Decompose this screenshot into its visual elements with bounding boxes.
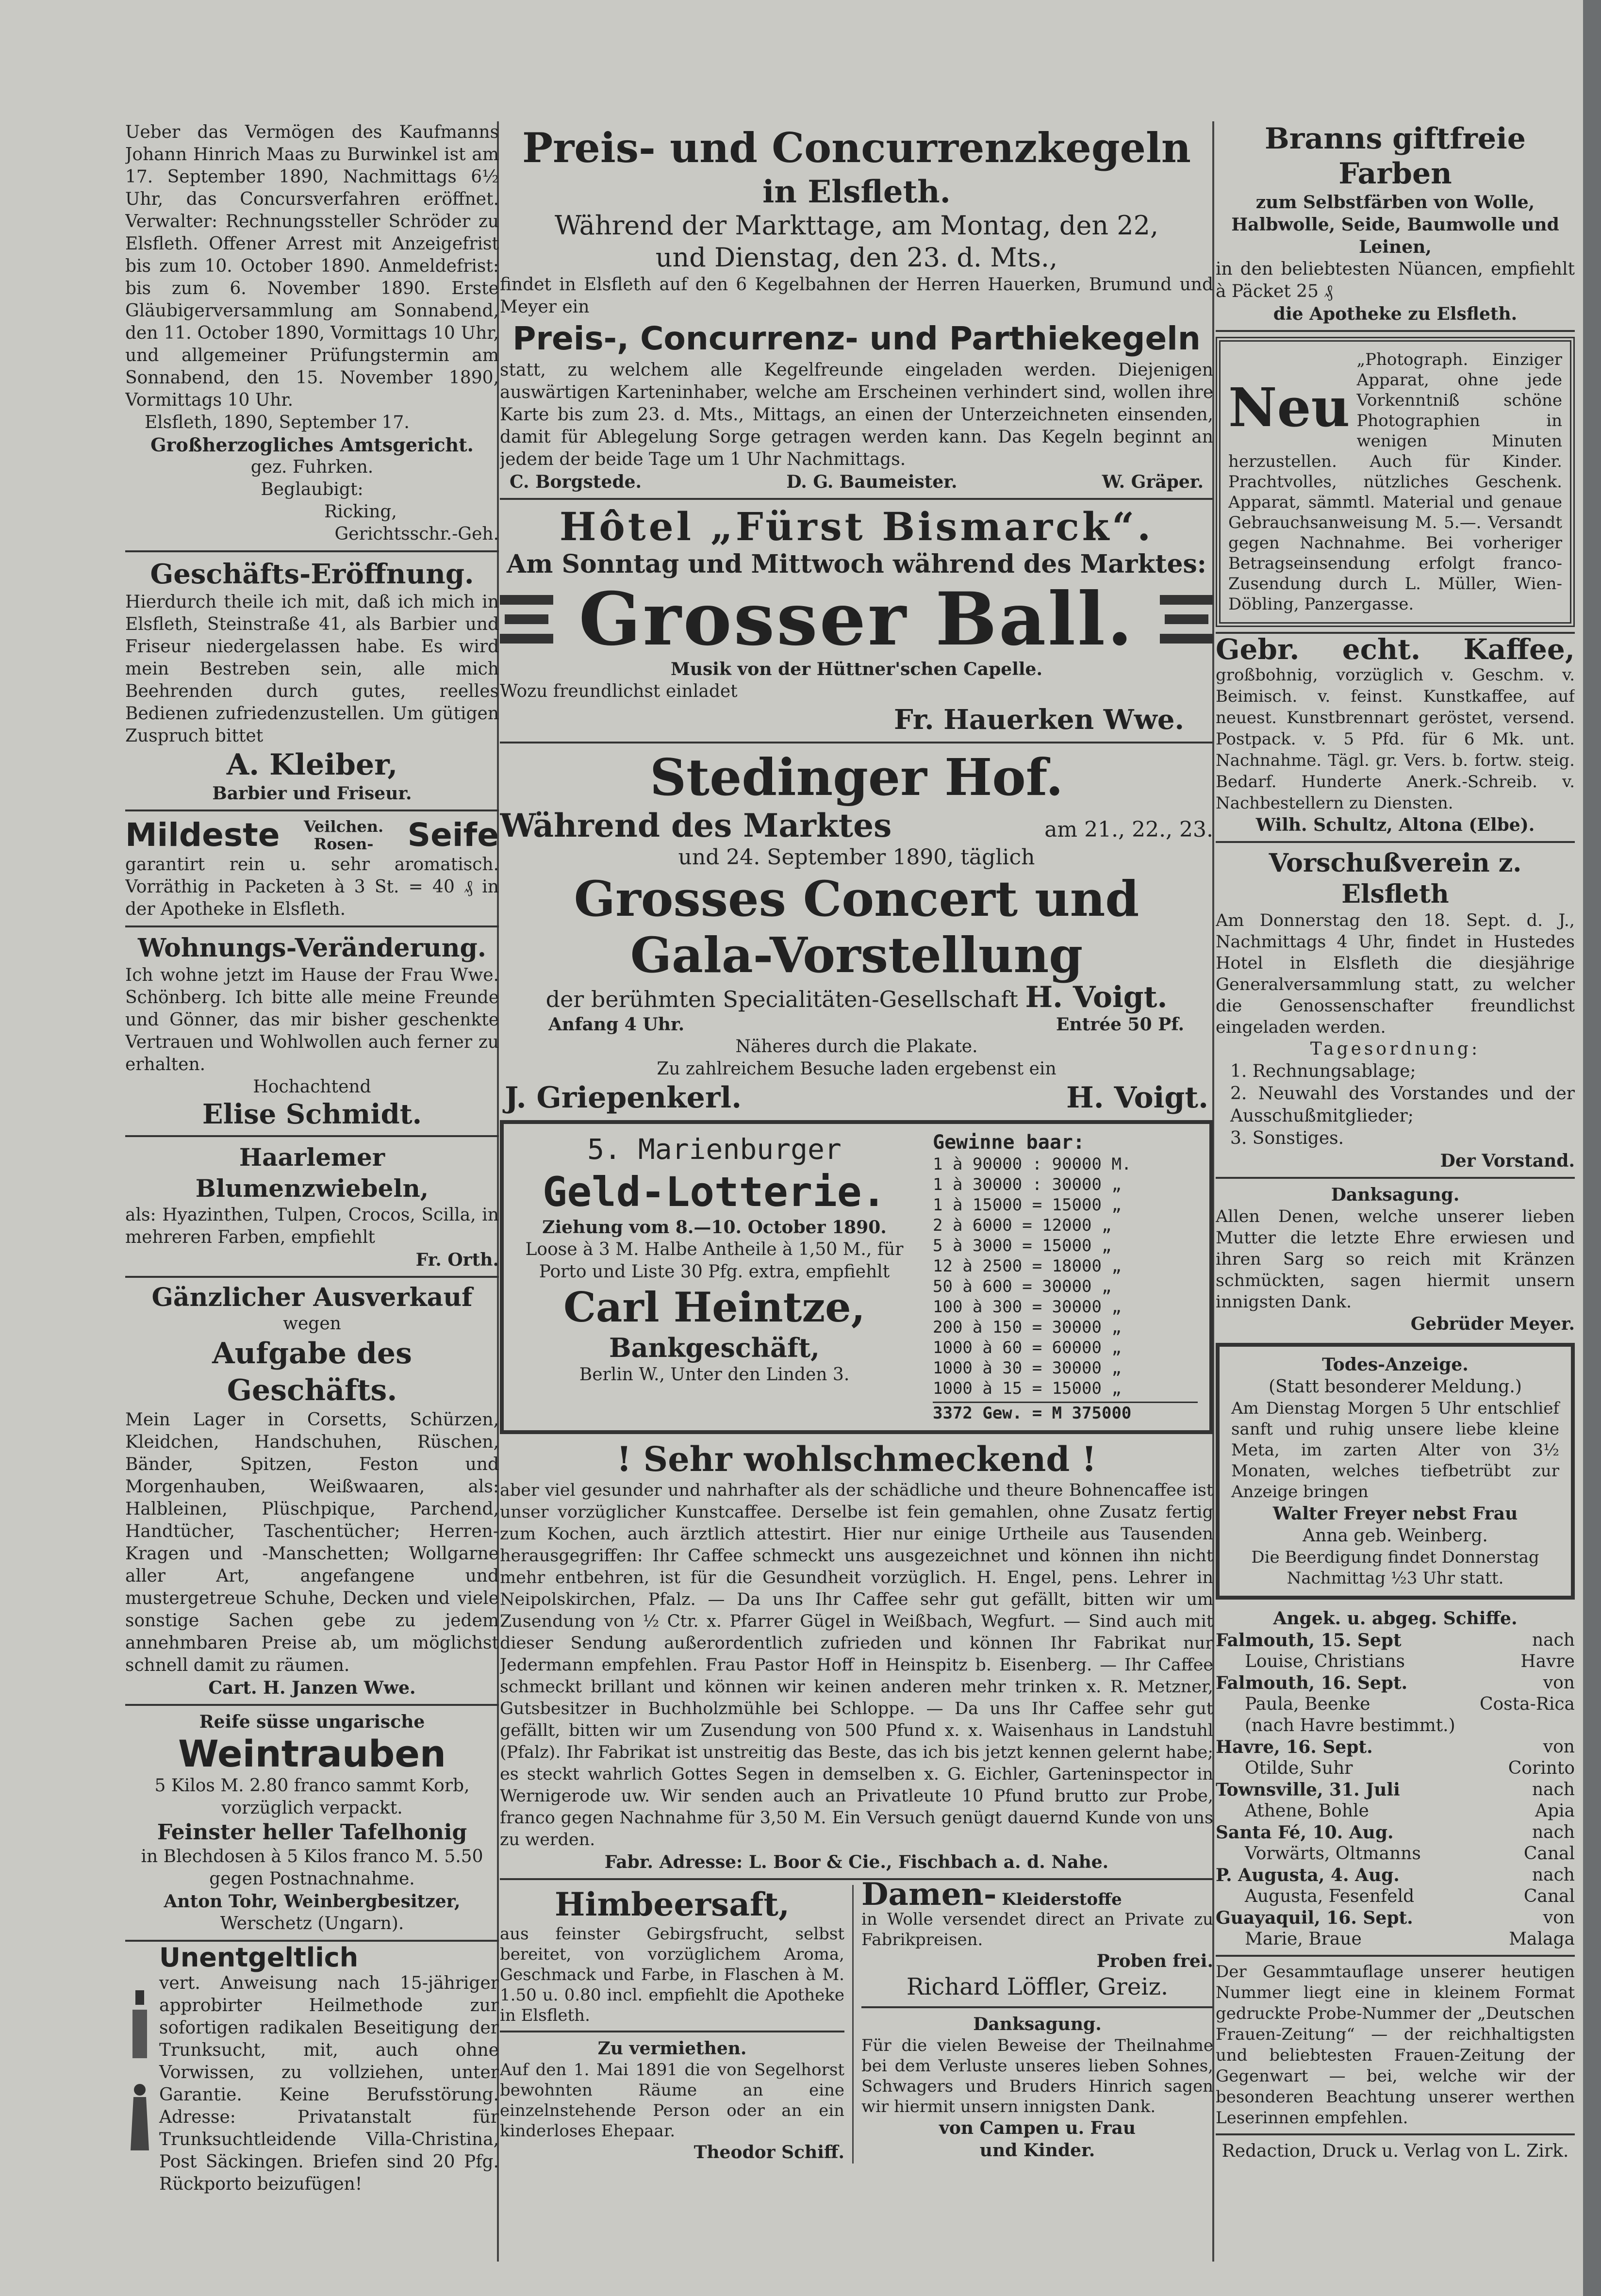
damen-name: Richard Löffler, Greiz.	[906, 1973, 1169, 2000]
soap-left-word: Mildeste	[125, 816, 280, 854]
ship-right: von	[1543, 1673, 1575, 1693]
ad-lottery	[500, 1120, 1213, 1434]
orth-name: Fr. Orth.	[415, 1250, 499, 1270]
lottery-draw-date: Ziehung vom 8.—10. October 1890.	[542, 1217, 887, 1238]
divider	[500, 2031, 844, 2032]
damen-samples: Proben frei.	[1096, 1951, 1213, 1971]
ad-damen-kleiderstoffe	[861, 1876, 1213, 2001]
maas-clerk-role: Gerichtsschr.-Geh.	[334, 524, 499, 544]
ad-photograph	[1216, 337, 1575, 627]
divider	[125, 550, 499, 552]
kegel-signer3: W. Gräper.	[1102, 472, 1204, 492]
himbeer-text: aus feinster Gebirgsfrucht, selbst bereitet, von vorzüglichem Aroma, Geschmack und Farbe, in Flaschen à M. 1.50 u. 0.80 incl. empfiehlt die Apotheke in Elsfleth.	[500, 1924, 844, 2025]
hof-start: Anfang 4 Uhr.	[548, 1014, 685, 1035]
kegel-when2: und Dienstag, den 23. d. Mts.,	[655, 242, 1058, 273]
right-ornament-icon	[1160, 585, 1213, 653]
divider	[1216, 330, 1575, 332]
hof-title: Stedinger Hof.	[650, 747, 1063, 807]
vor-agenda: Tagesordnung:	[1310, 1039, 1481, 1059]
ad-kunstcaffee	[500, 1439, 1213, 1873]
ship-left: Athene, Bohle	[1245, 1801, 1369, 1821]
ship-right: nach	[1532, 1780, 1575, 1800]
ship-row	[1216, 1929, 1575, 1950]
divider	[1216, 841, 1575, 843]
wein-text: 5 Kilos M. 2.80 franco sammt Korb, vorzüglich verpackt.	[154, 1776, 470, 1818]
ship-left: Marie, Braue	[1245, 1929, 1362, 1949]
vor-text: Am Donnerstag den 18. Sept. d. J., Nachmittags 4 Uhr, findet in Hustedes Hotel in Elsfleth die diesjährige Generalversammlung statt, zu welcher die Genossenschafter freundlichst eingeladen werden.	[1216, 911, 1575, 1037]
ad-farben	[1216, 121, 1575, 325]
ship-row	[1216, 1822, 1575, 1843]
hof-when3: und 24. September 1890, täglich	[678, 845, 1035, 870]
ship-right: Corinto	[1508, 1758, 1575, 1778]
photograph-text: „Photograph. Einziger Apparat, ohne jede Vorkenntniß schöne Photographien in wenigen Minuten herzustellen. Auch für Kinder. Prachtvolles, nützliches Geschenk. Apparat, sämmtl. Material und genaue Gebrauchsanweisung M. 5.—. Versandt gegen Nachnahme. Bei vorheriger Betragseinsendung erfolgt franco-Zusendung durch L. Müller, Wien-Döbling, Panzergasse.	[1228, 350, 1562, 614]
ship-row	[1216, 1651, 1575, 1672]
divider	[125, 1276, 499, 1278]
maas-signature: gez. Fuhrken.	[250, 457, 374, 477]
campen-title: Danksagung.	[973, 2014, 1102, 2034]
kegel-signer2: D. G. Baumeister.	[786, 472, 957, 492]
ship-row	[1216, 1694, 1575, 1715]
campen-text: Für die vielen Beweise der Theilnahme bei dem Verluste unseres lieben Sohnes, Schwagers und Bruders Hinrich sagen wir hiermit unsern innigsten Dank.	[861, 2036, 1213, 2116]
ball-invite: Wozu freundlichst einladet	[500, 681, 738, 701]
maas-certified: Beglaubigt:	[261, 479, 363, 499]
agenda-item: 2. Neuwahl des Vorstandes und der Ausschußmitglieder;	[1230, 1084, 1575, 1126]
maas-notice-text: Ueber das Vermögen des Kaufmanns Johann Hinrich Maas zu Burwinkel ist am 17. September 1890, Nachmittags 6½ Uhr, das Concursverfahren eröffnet. Verwalter: Rechnungssteller Schröder zu Elsfleth. Offener Arrest mit Anzeigefrist bis zum 10. October 1890. Anmeldefrist: bis zum 6. November 1890. Erste Gläubigerversammlung am Sonnabend, den 11. October 1890, Vormittags 10 Uhr, und allgemeiner Prüfungstermin am Sonnabend, den 15. November 1890, Vormittags 10 Uhr.	[125, 122, 499, 410]
farben-seller: die Apotheke zu Elsfleth.	[1273, 304, 1518, 324]
hof-when2: am 21., 22., 23.	[1044, 817, 1213, 842]
ship-left: Falmouth, 15. Sept	[1216, 1630, 1402, 1651]
villa-title: Unentgeltlich	[159, 1942, 359, 1973]
schiff-title: Zu vermiethen.	[597, 2038, 747, 2059]
ship-row	[1216, 1779, 1575, 1800]
prize-row: 12 à 2500 = 18000 „	[933, 1256, 1122, 1276]
ship-left: Guayaquil, 16. Sept.	[1216, 1908, 1413, 1928]
ship-row	[1216, 1736, 1575, 1758]
kegel-when1: Während der Markttage, am Montag, den 22,	[554, 210, 1159, 241]
soap-text: garantirt rein u. sehr aromatisch. Vorräthig in Packeten à 3 St. = 40 ₰ in der Apotheke in Elsfleth.	[125, 855, 499, 919]
ship-left: Townsville, 31. Juli	[1216, 1780, 1400, 1800]
divider	[500, 742, 1213, 743]
lottery-seller: Carl Heintze,	[563, 1283, 865, 1331]
ship-left: Augusta, Fesenfeld	[1245, 1886, 1415, 1906]
left-ornament-icon	[500, 585, 553, 653]
ship-right: nach	[1532, 1865, 1575, 1885]
ship-right: nach	[1532, 1630, 1575, 1650]
schmidt-text: Ich wohne jetzt im Hause der Frau Wwe. Schönberg. Ich bitte alle meine Freunde und Gönner, das mir bisher geschenkte Vertrauen und Wohlwollen auch ferner zu erhalten.	[125, 965, 499, 1074]
ship-left: Santa Fé, 10. Aug.	[1216, 1822, 1394, 1843]
ad-todes-anzeige	[1216, 1343, 1575, 1600]
inner-rule	[852, 1885, 854, 2164]
lottery-pretitle: 5. Marienburger	[587, 1133, 842, 1166]
todes-title: Todes-Anzeige.	[1322, 1354, 1469, 1375]
hof-signer1: J. Griepenkerl.	[505, 1081, 742, 1115]
divider	[125, 1704, 499, 1706]
meyer-title: Danksagung.	[1331, 1185, 1460, 1205]
ball-title: Grosser Ball.	[578, 577, 1135, 662]
ship-row	[1216, 1843, 1575, 1865]
janzen-text: Mein Lager in Corsetts, Schürzen, Kleidchen, Handschuhen, Rüschen, Bänder, Spitzen, Feston und Morgenhauben, Weißwaaren, als: Halbleinen, Plüschpique, Parchend, Handtücher, Taschentücher; Herren-Kragen und -Manschetten; Wollgarne aller Art, angefangene und mustergetreue Schuhe, Decken und viele sonstige Sachen gebe zu jedem annehmbaren Preise ab, um möglichst schnell damit zu räumen.	[125, 1410, 499, 1675]
ad-kleiber	[125, 557, 499, 805]
coffee-address: Fabr. Adresse: L. Boor & Cie., Fischbach a. d. Nahe.	[604, 1852, 1109, 1872]
tohr-place: Werschetz (Ungarn).	[220, 1914, 404, 1933]
prize-row: 1 à 15000 = 15000 „	[933, 1195, 1122, 1215]
honig-text: in Blechdosen à 5 Kilos franco M. 5.50 gegen Postnachnahme.	[141, 1847, 483, 1889]
ad-schultz-kaffee	[1216, 633, 1575, 836]
vor-title: Vorschußverein z. Elsfleth	[1269, 848, 1522, 909]
kegel-subtitle: Preis-, Concurrenz- und Parthiekegeln	[512, 320, 1201, 357]
prize-row: 1000 à 30 = 30000 „	[933, 1358, 1122, 1378]
ship-left: P. Augusta, 4. Aug.	[1216, 1865, 1400, 1885]
kegel-text2: statt, zu welchem alle Kegelfreunde eingeladen werden. Diejenigen auswärtigen Karteninhaber, welche am Erscheinen verhindert sind, wollen ihre Karte bis zum 23. d. Mts., Mittags, an einen der Unterzeichneten einsenden, damit für Ablegelung Sorge getragen werden kann. Das Kegeln beginnt an jedem der beide Tage um 1 Uhr Nachmittags.	[500, 360, 1213, 469]
ad-vorschussverein	[1216, 848, 1575, 1172]
tohr-name: Anton Tohr, Weinbergbesitzer,	[164, 1891, 461, 1912]
hof-when1: Während des Marktes	[500, 807, 892, 844]
prize-row: 2 à 6000 = 12000 „	[933, 1216, 1112, 1235]
prize-row: 1000 à 60 = 60000 „	[933, 1338, 1122, 1357]
ship-right: Canal	[1523, 1844, 1575, 1864]
schmidt-greeting: Hochachtend	[253, 1077, 371, 1097]
maas-date: Elsfleth, 1890, September 17.	[145, 413, 410, 432]
ship-row	[1216, 1800, 1575, 1822]
ad-kegeln	[500, 121, 1213, 493]
ship-right: von	[1543, 1737, 1575, 1757]
hof-company: der berühmten Specialitäten-Gesellschaft	[545, 986, 1018, 1012]
column-right	[1216, 121, 1575, 2163]
kleiber-role: Barbier und Friseur.	[212, 783, 412, 804]
janzen-name: Cart. H. Janzen Wwe.	[208, 1678, 416, 1698]
ad-schiff	[500, 2037, 844, 2164]
divider	[500, 1878, 1213, 1880]
ship-row	[1216, 1865, 1575, 1886]
figure-icon	[128, 2082, 152, 2155]
ship-left: Otilde, Suhr	[1245, 1758, 1353, 1778]
hof-signer2: H. Voigt.	[1066, 1081, 1208, 1115]
agenda-item: 3. Sonstiges.	[1230, 1128, 1344, 1148]
todes-name2: Anna geb. Weinberg.	[1303, 1526, 1488, 1546]
himbeer-title: Himbeersaft,	[555, 1885, 790, 1923]
divider	[861, 2006, 1213, 2008]
ship-left: Havre, 16. Sept.	[1216, 1737, 1373, 1757]
ad-schmidt	[125, 932, 499, 1130]
ship-right: Apia	[1535, 1801, 1575, 1821]
ship-row	[1216, 1886, 1575, 1907]
ad-soap	[125, 816, 499, 921]
kaffee-text: großbohnig, vorzüglich v. Geschm. v. Beimisch. v. feinst. Kunstkaffee, auf neuest. Kunstbrennart geröstet, versend. Postpack. v. 5 Pfd. für 6 Mk. unt. Nachnahme. Tägl. gr. Vers. b. fortw. steig. Bedarf. Hunderte Anerk.-Schreib. v. Nachbestellern zu Diensten.	[1216, 665, 1575, 813]
soap-right-word: Seife	[407, 816, 499, 854]
lottery-address: Berlin W., Unter den Linden 3.	[579, 1365, 850, 1385]
ship-right: Havre	[1520, 1652, 1575, 1671]
kleiber-title: Geschäfts-Eröffnung.	[150, 558, 474, 590]
ship-row	[1216, 1630, 1575, 1651]
ad-campen	[861, 2013, 1213, 2162]
hof-company-name: H. Voigt.	[1025, 980, 1168, 1014]
schiff-name: Theodor Schiff.	[693, 2142, 844, 2163]
meyer-name: Gebrüder Meyer.	[1410, 1314, 1575, 1334]
imprint: Redaction, Druck u. Verlag von L. Zirk.	[1221, 2141, 1569, 2161]
soap-rose: Rosen-	[314, 834, 374, 853]
ship-right: nach	[1532, 1822, 1575, 1842]
ships-list	[1216, 1630, 1575, 1950]
janzen-wegen: wegen	[283, 1314, 341, 1334]
ball-host: Fr. Hauerken Wwe.	[893, 704, 1184, 736]
schiff-text: Auf den 1. Mai 1891 die von Segelhorst bewohnten Räume an eine einzelnstehende Person oder an ein kinderloses Ehepaar.	[500, 2060, 844, 2141]
wein-pretitle: Reife süsse ungarische	[199, 1712, 425, 1732]
schmidt-name: Elise Schmidt.	[202, 1098, 422, 1130]
villa-text: vert. Anweisung nach 15-jähriger approbirter Heilmethode zur sofortigen radikalen Beseitigung der Trunksucht, mit, auch ohne Vorwissen, zu vollziehen, unter Garantie. Keine Berufsstörung. Adresse: Privatanstalt für Trunksuchtleidende Villa-Christina, Post Säckingen. Briefen sind 20 Pfg. Rückporto beizufügen!	[159, 1973, 499, 2194]
kaffee-title: Gebr. echt. Kaffee,	[1216, 633, 1575, 666]
column-left	[125, 121, 499, 2196]
ad-maas-bankruptcy	[125, 121, 499, 545]
villa-illustration	[125, 1947, 154, 2196]
coffee-title: ! Sehr wohlschmeckend !	[616, 1439, 1097, 1479]
meyer-text: Allen Denen, welche unserer lieben Mutter die letzte Ehre erwiesen und ihren Sarg so reich mit Kränzen schmückten, sagen hiermit unsern innigsten Dank.	[1216, 1207, 1575, 1312]
beilage-text: Der Gesammtauflage unserer heutigen Nummer liegt eine in kleinem Format gedruckte Probe-Nummer der „Deutschen Frauen-Zeitung“ — der reichhaltigsten und beliebtesten Frauen-Zeitung der Gegenwart — bei, welche wir der besonderen Beachtung unserer werthen Leserinnen empfehlen.	[1216, 1962, 1575, 2128]
kaffee-seller: Wilh. Schultz, Altona (Elbe).	[1255, 815, 1535, 835]
ball-hotel: Hôtel „Fürst Bismarck“.	[559, 504, 1154, 549]
kegel-text1: findet in Elsfleth auf den 6 Kegelbahnen der Herren Hauerken, Brumund und Meyer ein	[500, 275, 1213, 317]
farben-title: Branns giftfreie Farben	[1265, 122, 1526, 191]
ship-row	[1216, 1715, 1575, 1736]
maas-clerk-name: Ricking,	[324, 502, 397, 522]
orth-title: Haarlemer Blumenzwiebeln,	[195, 1143, 429, 1203]
ship-left: Paula, Beenke	[1245, 1694, 1370, 1714]
bottle-icon	[128, 1990, 152, 2063]
prize-row: 100 à 300 = 30000 „	[933, 1297, 1122, 1317]
ship-left: Falmouth, 16. Sept.	[1216, 1673, 1408, 1693]
damen-title: Damen-	[861, 1876, 997, 1913]
hof-big1: Grosses Concert und	[574, 870, 1139, 927]
farben-text: in den beliebtesten Nüancen, empfiehlt à Päcket 25 ₰	[1216, 259, 1575, 301]
farben-subtitle: zum Selbstfärben von Wolle, Halbwolle, Seide, Baumwolle und Leinen,	[1231, 192, 1559, 257]
todes-burial: Die Beerdigung findet Donnerstag Nachmittag ½3 Uhr statt.	[1251, 1548, 1539, 1588]
agenda-item: 1. Rechnungsablage;	[1230, 1061, 1416, 1081]
ad-stedinger-hof	[500, 748, 1213, 1115]
orth-text: als: Hyazinthen, Tulpen, Crocos, Scilla, in mehreren Farben, empfiehlt	[125, 1205, 499, 1247]
ad-meyer-danksagung	[1216, 1184, 1575, 1335]
todes-text: Am Dienstag Morgen 5 Uhr entschlief sanft und ruhig unsere liebe kleine Meta, im zarten Alter von 3½ Monaten, welches tiefbetrübt zur Anzeige bringen	[1231, 1399, 1559, 1502]
kegel-signer1: C. Borgstede.	[510, 472, 642, 492]
kleiber-name: A. Kleiber,	[226, 748, 398, 782]
hof-price: Entrée 50 Pf.	[1056, 1014, 1184, 1035]
ships-section	[1216, 1607, 1575, 1950]
janzen-title1: Gänzlicher Ausverkauf	[151, 1283, 473, 1312]
prize-list	[933, 1154, 1198, 1399]
prize-row: 1000 à 15 = 15000 „	[933, 1379, 1122, 1398]
lottery-bank: Bankgeschäft,	[609, 1332, 820, 1363]
notice-beilage	[1216, 1962, 1575, 2129]
ad-tohr	[125, 1711, 499, 1935]
hof-big2: Gala-Vorstellung	[630, 926, 1083, 984]
todes-name1: Walter Freyer nebst Frau	[1272, 1503, 1518, 1524]
column-middle	[500, 121, 1213, 2164]
maas-court: Großherzogliches Amtsgericht.	[150, 434, 474, 456]
ship-right: Malaga	[1509, 1929, 1575, 1949]
lottery-title: Geld-Lotterie.	[542, 1168, 886, 1216]
ship-right: Costa-Rica	[1479, 1694, 1575, 1714]
prize-row: 5 à 3000 = 15000 „	[933, 1236, 1112, 1255]
ship-right: Canal	[1523, 1886, 1575, 1906]
ship-row	[1216, 1672, 1575, 1694]
prize-row: 50 à 600 = 30000 „	[933, 1277, 1112, 1296]
ad-janzen	[125, 1283, 499, 1699]
prize-row: 1 à 30000 : 30000 „	[933, 1175, 1122, 1194]
soap-violet: Veilchen.	[304, 817, 384, 836]
divider	[1216, 1177, 1575, 1179]
divider	[125, 925, 499, 927]
ship-left: Louise, Christians	[1245, 1652, 1405, 1671]
ship-left: (nach Havre bestimmt.)	[1245, 1716, 1455, 1735]
ad-himbeersaft	[500, 1885, 844, 2026]
hof-more: Näheres durch die Plakate.	[735, 1037, 978, 1057]
ship-left: Vorwärts, Oltmanns	[1245, 1844, 1421, 1864]
divider	[500, 498, 1213, 500]
coffee-text: aber viel gesunder und nahrhafter als der schädliche und theure Bohnencaffee ist unser vorzüglicher Kunstcaffee. Derselbe ist fein gemahlen, ohne Zusatz fertig zum Kochen, auch ärztlich attestirt. Hier nur einige Urtheile aus Tausenden herausgegriffen: Ihr Caffee schmeckt uns ausgezeichnet und können ihn nicht mehr entbehren, ist für die Gesundheit vorzüglich. H. Engel, pens. Lehrer in Neipolskirchen, Pfalz. — Da uns Ihr Caffee sehr gut gefällt, bitten wir um Zusendung von ½ Ctr. x. Pfarrer Gügel in Weißbach, Wegfurt. — Sind auch mit dieser Sendung außerordentlich zufrieden und können Ihr Fabrikat nur Jedermann empfehlen. Frau Pastor Hoff in Heinspitz b. Eisenberg. — Ihr Caffee schmeckt brillant und können wir keinen anderen mehr trinken x. R. Metzner, Gutsbesitzer in Buchholzmühle bei Schloppe. — Da uns Ihr Caffee sehr gut gefällt, bitten wir um Zusendung von 500 Pfund x. x. Waisenhaus in Landstuhl (Pfalz). Ihr Fabrikat ist unstreitig das Beste, das ich bis jetzt kennen gelernt habe; es steckt wahrlich Gottes Segen in demselben x. G. Eichler, Garteninspector in Wernigerode uw. Wir senden auch an Privatleute 10 Pfund brutto zur Probe, franco gegen Nachnahme für 3,50 M. Ein Versuch genügt dauernd Kunde von uns zu werden.	[500, 1481, 1213, 1850]
ship-row	[1216, 1907, 1575, 1929]
campen-name2: und Kinder.	[979, 2140, 1095, 2161]
prize-total: 3372 Gew. = M 375000	[933, 1402, 1198, 1423]
kegel-title: Preis- und Concurrenzkegeln	[522, 124, 1191, 172]
ad-orth	[125, 1142, 499, 1271]
ships-title: Angek. u. abgeg. Schiffe.	[1273, 1608, 1518, 1629]
damen-text: in Wolle versendet direct an Private zu Fabrikpreisen.	[861, 1910, 1213, 1949]
ship-right: von	[1543, 1908, 1575, 1928]
kegel-place: in Elsfleth.	[762, 174, 951, 210]
hof-invite: Zu zahlreichem Besuche laden ergebenst ein	[657, 1059, 1056, 1079]
todes-subtitle: (Statt besonderer Meldung.)	[1269, 1377, 1522, 1397]
agenda-list	[1216, 1060, 1575, 1150]
neu-big: Neu	[1228, 376, 1350, 439]
ball-music: Musik von der Hüttner'schen Capelle.	[671, 659, 1042, 679]
ball-when: Am Sonntag und Mittwoch während des Marktes:	[506, 549, 1207, 579]
divider	[125, 1135, 499, 1137]
divider	[1216, 1955, 1575, 1957]
schmidt-title: Wohnungs-Veränderung.	[138, 933, 486, 963]
divider	[125, 809, 499, 811]
ad-villa-christina	[125, 1942, 499, 2196]
wein-title: Weintrauben	[178, 1732, 446, 1775]
kleiber-text: Hierdurch theile ich mit, daß ich mich in Elsfleth, Steinstraße 41, als Barbier und Friseur niedergelassen habe. Es wird mein Bestreben sein, alle mich Beehrenden durch gutes, reelles Bedienen zufriedenzustellen. Um gütigen Zuspruch bittet	[125, 592, 499, 746]
binding-edge	[1583, 0, 1601, 2296]
campen-name1: von Campen u. Frau	[939, 2118, 1136, 2138]
divider	[125, 1940, 499, 1942]
ad-bismarck-ball	[500, 505, 1213, 737]
vor-sign: Der Vorstand.	[1440, 1151, 1575, 1171]
prize-header: Gewinne baar:	[933, 1131, 1085, 1154]
janzen-title2: Aufgabe des Geschäfts.	[212, 1337, 412, 1407]
honig-title: Feinster heller Tafelhonig	[157, 1820, 467, 1845]
lottery-text: Loose à 3 M. Halbe Antheile à 1,50 M., für Porto und Liste 30 Pfg. extra, empfiehlt	[525, 1239, 904, 1282]
prize-row: 1 à 90000 : 90000 M.	[933, 1155, 1132, 1174]
prize-row: 200 à 150 = 30000 „	[933, 1318, 1122, 1337]
damen-subtitle: Kleiderstoffe	[1002, 1890, 1122, 1909]
divider	[1216, 2133, 1575, 2135]
ship-row	[1216, 1758, 1575, 1779]
